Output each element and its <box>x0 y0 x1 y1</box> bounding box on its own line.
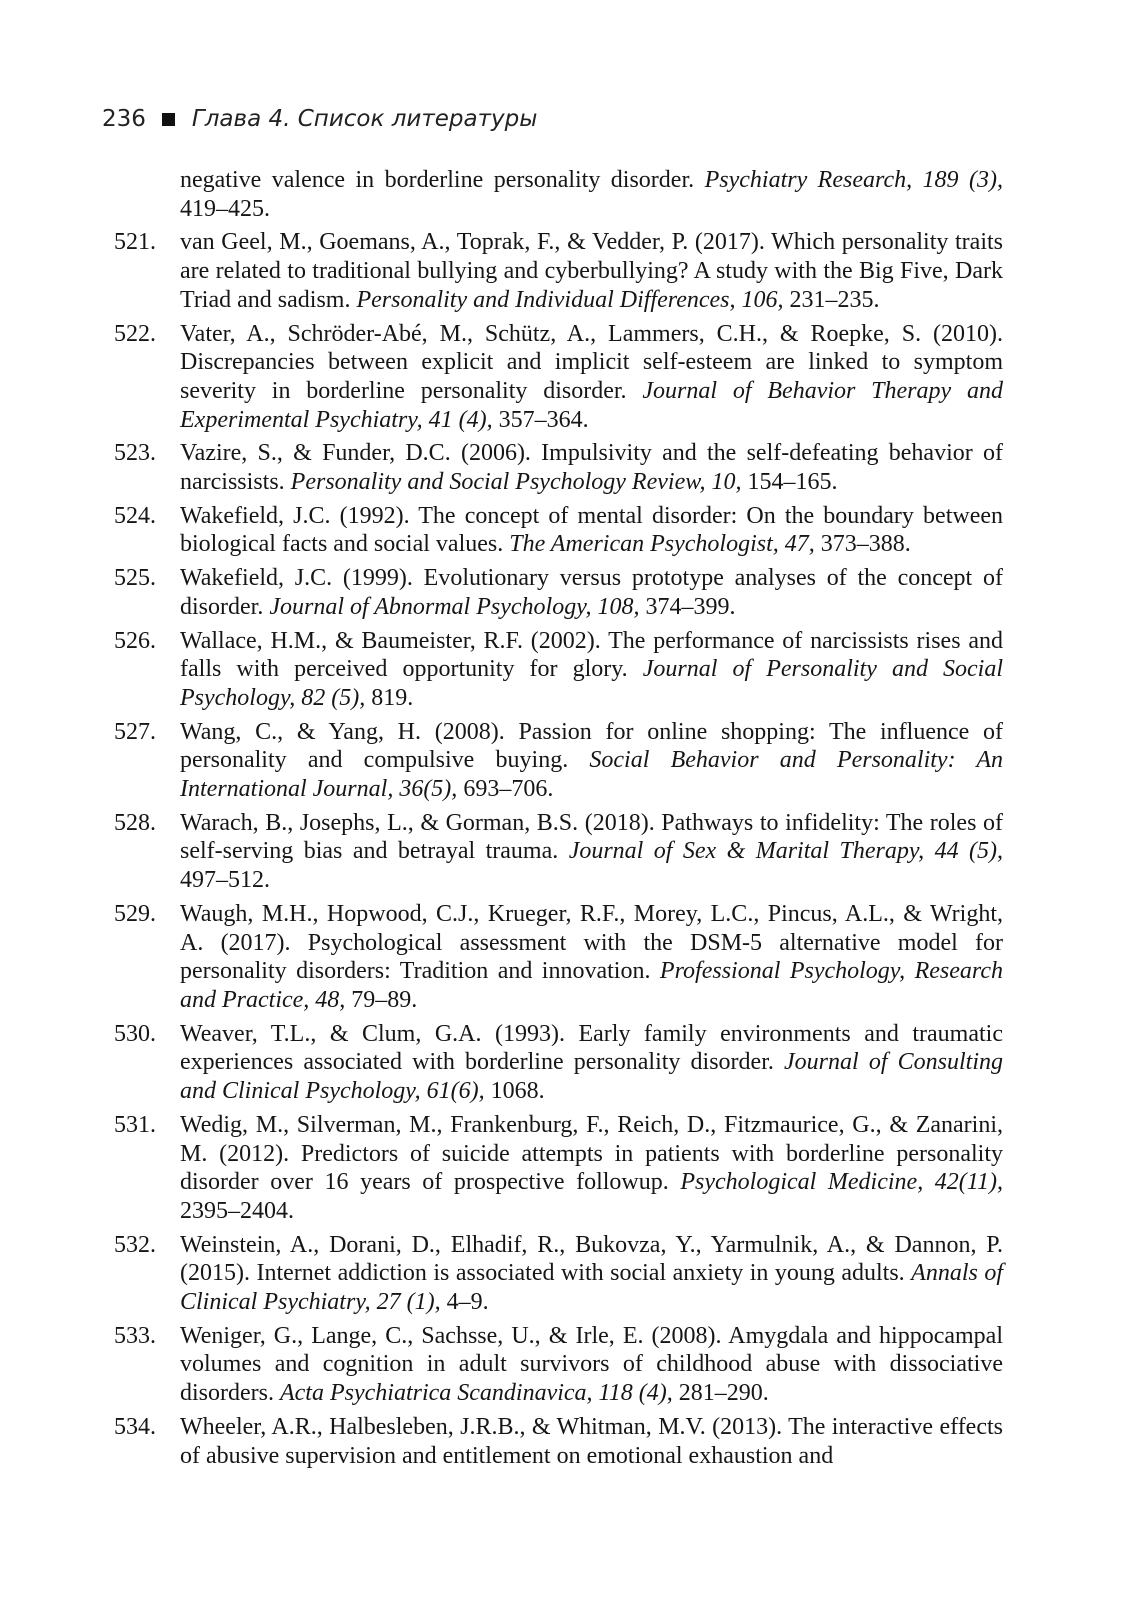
chapter-title: Глава 4. Список литературы <box>191 106 538 132</box>
reference-text: Wedig, M., Silverman, M., Frankenburg, F., Reich, D., Fitzmaurice, G., & Zanarini, M. (2012). Predictors of suicide attempts in patients with borderline personality disorder over 16 years of prospective followup. <box>180 1111 1003 1196</box>
reference-text: Vater, A., Schröder-Abé, M., Schütz, A., Lammers, C.H., & Roepke, S. (2010). Discrepancies between explicit and implicit self-esteem are linked to symptom severity in borderline personality disorder. <box>180 320 1003 404</box>
reference-number: 531. <box>114 1111 156 1138</box>
reference-journal: Psychological Medicine, 42(11), <box>680 1169 1003 1196</box>
reference-pages: 2395–2404. <box>180 1197 294 1224</box>
reference-number: 525. <box>114 565 156 592</box>
reference-number: 530. <box>114 1020 156 1047</box>
reference-pages: 497–512. <box>180 867 270 894</box>
reference-journal: Psychiatry Research, 189 (3), <box>704 167 1003 193</box>
reference-pages: 281–290. <box>672 1380 769 1407</box>
reference-number: 521. <box>114 229 156 256</box>
reference-journal: Annals of Clinical Psychiatry, 27 (1), <box>180 1260 1003 1316</box>
running-header <box>102 104 537 134</box>
reference-pages: 1068. <box>484 1078 545 1105</box>
reference-item <box>114 564 1003 621</box>
reference-text: Warach, B., Josephs, L., & Gorman, B.S. (2018). Pathways to infidelity: The roles of self-serving bias and betrayal trauma. <box>180 809 1003 865</box>
reference-text: Weaver, T.L., & Clum, G.A. (1993). Early family environments and traumatic experiences associated with borderline personality disorder. <box>180 1020 1003 1076</box>
reference-journal: The American Psychologist, 47, <box>509 531 815 558</box>
reference-item <box>114 627 1004 713</box>
reference-journal: Personality and Individual Differences, 106, <box>356 286 784 313</box>
reference-pages: 373–388. <box>814 531 911 558</box>
reference-item <box>114 1020 1004 1106</box>
reference-text: Weinstein, A., Dorani, D., Elhadif, R., Bukovza, Y., Yarmulnik, A., & Dannon, P. (2015). Internet addiction is associated with social anxiety in young adults. <box>180 1231 1003 1287</box>
reference-pages: 374–399. <box>639 593 736 620</box>
reference-journal: Acta Psychiatrica Scandinavica, 118 (4), <box>279 1380 673 1407</box>
reference-journal: Journal of Behavior Therapy and Experimental Psychiatry, 41 (4), <box>180 377 1004 433</box>
reference-number: 522. <box>114 320 156 347</box>
reference-item <box>180 166 1003 223</box>
reference-pages: 357–364. <box>492 406 589 433</box>
reference-pages: 154–165. <box>741 469 838 496</box>
reference-text: Weniger, G., Lange, C., Sachsse, U., & Irle, E. (2008). Amygdala and hippocampal volumes and cognition in adult survivors of childhood abuse with dissociative disorders. <box>180 1322 1003 1407</box>
reference-number: 526. <box>114 627 156 654</box>
reference-pages: 419–425. <box>180 195 270 222</box>
page-number: 236 <box>102 106 146 132</box>
reference-number: 523. <box>114 440 156 467</box>
reference-number: 528. <box>114 809 156 836</box>
square-bullet-icon <box>162 113 175 126</box>
reference-item <box>114 228 1003 314</box>
reference-number: 532. <box>114 1231 156 1258</box>
reference-item <box>114 439 1003 496</box>
reference-text: Wheeler, A.R., Halbesleben, J.R.B., & Whitman, M.V. (2013). The interactive effects of abusive supervision and entitlement on emotional exhaustion and <box>180 1413 1003 1469</box>
reference-journal: Professional Psychology, Research and Practice, 48, <box>180 958 1003 1013</box>
reference-text: negative valence in borderline personality disorder. <box>180 167 705 193</box>
reference-text: Wakefield, J.C. (1999). Evolutionary versus prototype analyses of the concept of disorder. <box>180 565 1003 620</box>
reference-text: Wakefield, J.C. (1992). The concept of mental disorder: On the boundary between biological facts and social values. <box>180 502 1003 558</box>
reference-pages: 819. <box>365 684 414 711</box>
reference-item <box>114 320 1004 435</box>
reference-text: Wallace, H.M., & Baumeister, R.F. (2002). The performance of narcissists rises and falls with perceived opportunity for glory. <box>180 627 1003 683</box>
reference-pages: 231–235. <box>783 286 880 313</box>
reference-item <box>114 900 1003 1015</box>
reference-pages: 79–89. <box>345 986 418 1013</box>
reference-number: 527. <box>114 718 156 745</box>
reference-journal: Journal of Personality and Social Psychology, 82 (5), <box>180 656 1004 711</box>
reference-number: 534. <box>114 1413 156 1440</box>
reference-number: 533. <box>114 1322 156 1349</box>
reference-item <box>114 1111 1003 1226</box>
reference-pages: 693–706. <box>457 776 554 803</box>
reference-pages: 4–9. <box>440 1289 489 1316</box>
reference-item <box>114 718 1003 804</box>
reference-journal: Personality and Social Psychology Review, 10, <box>290 469 742 496</box>
reference-item <box>114 502 1003 559</box>
reference-number: 524. <box>114 502 156 529</box>
reference-text: Waugh, M.H., Hopwood, C.J., Krueger, R.F., Morey, L.C., Pincus, A.L., & Wright, A. (2017). Psychological assessment with the DSM-5 alternative model for personality disorders: Tradition and innovation. <box>180 900 1003 985</box>
reference-item <box>114 1322 1003 1408</box>
reference-journal: Journal of Consulting and Clinical Psychology, 61(6), <box>180 1049 1004 1105</box>
reference-number: 529. <box>114 900 156 927</box>
reference-journal: Journal of Sex & Marital Therapy, 44 (5), <box>568 838 1003 865</box>
reference-item <box>114 1231 1003 1317</box>
reference-text: Wang, C., & Yang, H. (2008). Passion for online shopping: The influence of personality and compulsive buying. <box>180 718 1003 774</box>
reference-text: van Geel, M., Goemans, A., Toprak, F., & Vedder, P. (2017). Which personality traits are related to traditional bullying and cyberbullying? A study with the Big Five, Dark Triad and sadism. <box>180 229 1003 313</box>
reference-journal: Journal of Abnormal Psychology, 108, <box>269 593 640 620</box>
reference-item <box>114 809 1003 895</box>
reference-item <box>114 1413 1003 1470</box>
reference-journal: Social Behavior and Personality: An International Journal, 36(5), <box>180 747 1003 803</box>
reference-text: Vazire, S., & Funder, D.C. (2006). Impulsivity and the self-defeating behavior of narcissists. <box>180 440 1003 496</box>
reference-list <box>114 166 1004 1475</box>
